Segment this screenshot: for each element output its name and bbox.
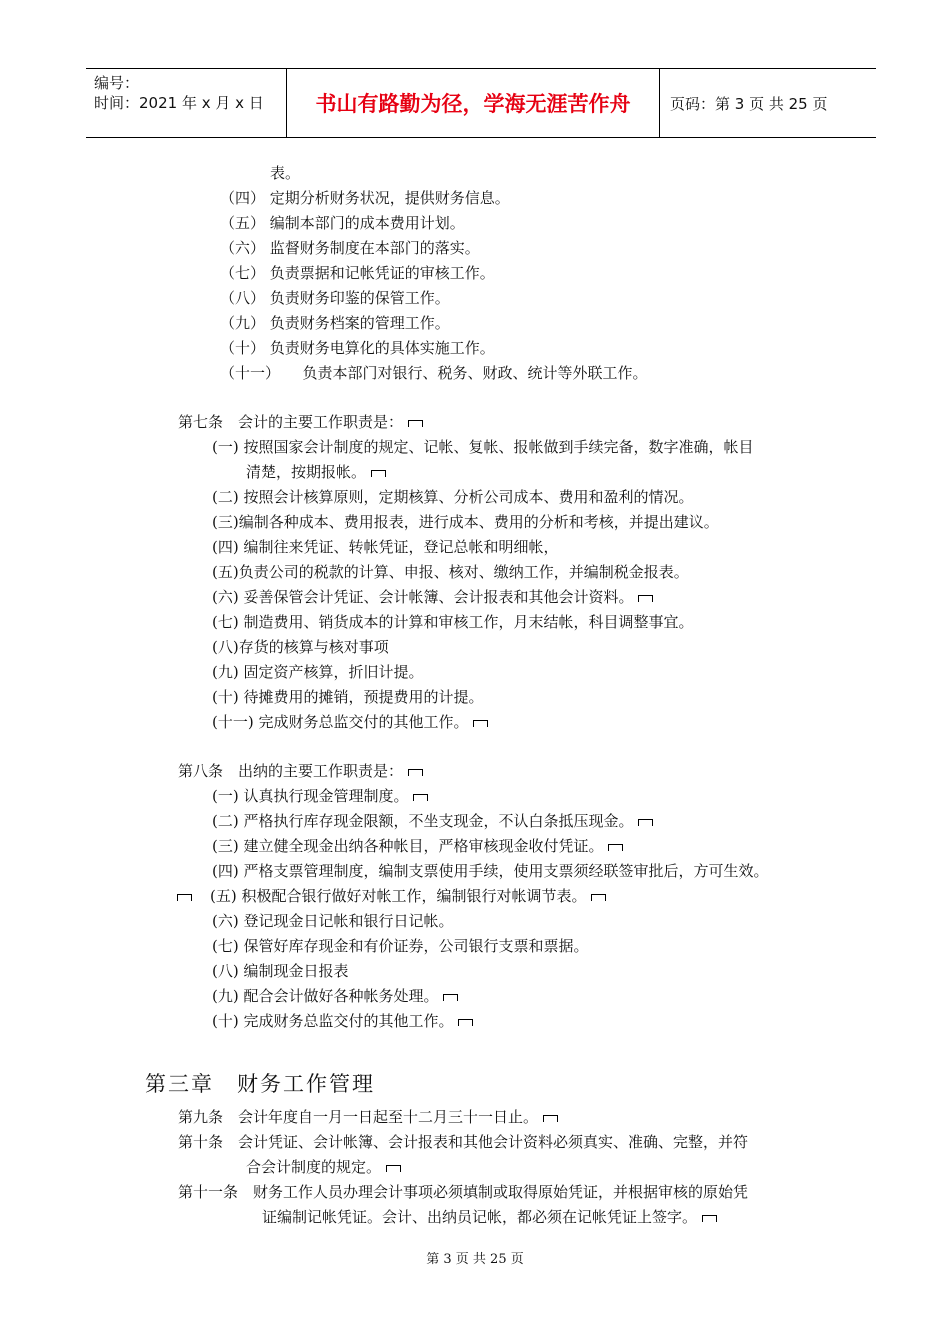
continuation-text: 清楚，按期报帐。 [246, 463, 367, 481]
header-divider [659, 69, 660, 137]
list-item: (八)存货的核算与核对事项 [212, 638, 389, 656]
list-item: (三)编制各种成本、费用报表，进行成本、费用的分析和考核，并提出建议。 [212, 513, 719, 531]
list-item-text: (二) 严格执行库存现金限额，不坐支现金，不认白条抵压现金。 [212, 812, 634, 830]
continuation-text: 证编制记帐凭证。会计、出纳员记帐，都必须在记帐凭证上签字。 [262, 1208, 698, 1226]
list-item: （六） 监督财务制度在本部门的落实。 [220, 239, 480, 257]
list-item [212, 836, 623, 856]
list-item-text: (十) 完成财务总监交付的其他工作。 [212, 1012, 454, 1030]
list-item: (四) 编制往来凭证、转帐凭证，登记总帐和明细帐， [212, 538, 559, 556]
list-item: (八) 编制现金日报表 [212, 962, 349, 980]
return-mark-icon [543, 1115, 558, 1122]
list-item-continuation [246, 462, 386, 482]
list-item: (四) 严格支票管理制度，编制支票使用手续，使用支票须经联签审批后，方可生效。 [212, 862, 769, 880]
text-line: 表。 [270, 164, 301, 182]
article-text: 第八条 出纳的主要工作职责是： [178, 762, 404, 780]
return-mark-icon [638, 819, 653, 826]
return-mark-icon [408, 420, 423, 427]
page-header [86, 68, 876, 138]
return-mark-icon [608, 844, 623, 851]
date-label: 时间：2021 年 x 月 x 日 [94, 94, 264, 112]
return-mark-icon [473, 720, 488, 727]
return-mark-icon [177, 894, 192, 901]
return-mark-icon [413, 794, 428, 801]
article-line [178, 1107, 558, 1127]
list-item: （七） 负责票据和记帐凭证的审核工作。 [220, 264, 495, 282]
list-item [212, 712, 488, 732]
article-line: 第十条 会计凭证、会计帐簿、会计报表和其他会计资料必须真实、准确、完整，并符 [178, 1133, 749, 1151]
return-mark-icon [408, 769, 423, 776]
list-item-text: (一) 认真执行现金管理制度。 [212, 787, 409, 805]
page-footer: 第 3 页 共 25 页 [426, 1252, 524, 1267]
list-item: （四） 定期分析财务状况，提供财务信息。 [220, 189, 510, 207]
list-item: (一) 按照国家会计制度的规定、记帐、复帐、报帐做到手续完备，数字准确，帐目 [212, 438, 754, 456]
article-continuation [262, 1207, 717, 1227]
list-item [212, 1011, 473, 1031]
continuation-text: 合会计制度的规定。 [246, 1158, 382, 1176]
list-item [212, 986, 458, 1006]
article-line: 第十一条 财务工作人员办理会计事项必须填制或取得原始凭证，并根据审核的原始凭 [178, 1183, 749, 1201]
list-item [212, 786, 428, 806]
return-mark-icon [386, 1165, 401, 1172]
article-text: 第七条 会计的主要工作职责是： [178, 413, 404, 431]
return-mark-icon [443, 994, 458, 1001]
list-item [177, 886, 606, 906]
return-mark-icon [458, 1019, 473, 1026]
article-line [178, 412, 423, 432]
list-item: （九） 负责财务档案的管理工作。 [220, 314, 450, 332]
header-meta [86, 69, 286, 137]
list-item: （八） 负责财务印鉴的保管工作。 [220, 289, 450, 307]
list-item: (二) 按照会计核算原则，定期核算、分析公司成本、费用和盈利的情况。 [212, 488, 694, 506]
list-item-text: (五) 积极配合银行做好对帐工作，编制银行对帐调节表。 [210, 887, 587, 905]
return-mark-icon [371, 470, 386, 477]
list-item-text: (十一) 完成财务总监交付的其他工作。 [212, 713, 469, 731]
list-item: （十） 负责财务电算化的具体实施工作。 [220, 339, 495, 357]
header-page-info: 页码：第 3 页 共 25 页 [670, 95, 828, 113]
list-item-text: (六) 妥善保管会计凭证、会计帐簿、会计报表和其他会计资料。 [212, 588, 634, 606]
article-line [178, 761, 423, 781]
list-item-text: (九) 配合会计做好各种帐务处理。 [212, 987, 439, 1005]
return-mark-icon [702, 1215, 717, 1222]
list-item: (七) 制造费用、销货成本的计算和审核工作，月末结帐，科目调整事宜。 [212, 613, 694, 631]
list-item: (六) 登记现金日记帐和银行日记帐。 [212, 912, 454, 930]
list-item: （五） 编制本部门的成本费用计划。 [220, 214, 465, 232]
article-continuation [246, 1157, 401, 1177]
header-motto: 书山有路勤为径，学海无涯苦作舟 [315, 92, 631, 116]
list-item [212, 587, 653, 607]
list-item: (七) 保管好库存现金和有价证券，公司银行支票和票据。 [212, 937, 589, 955]
list-item [212, 811, 653, 831]
return-mark-icon [638, 595, 653, 602]
serial-label: 编号： [94, 74, 140, 92]
chapter-title: 第三章 财务工作管理 [145, 1072, 375, 1096]
list-item: (十) 待摊费用的摊销，预提费用的计提。 [212, 688, 484, 706]
list-item: (九) 固定资产核算，折旧计提。 [212, 663, 424, 681]
article-text: 第九条 会计年度自一月一日起至十二月三十一日止。 [178, 1108, 539, 1126]
list-item-text: (三) 建立健全现金出纳各种帐目，严格审核现金收付凭证。 [212, 837, 604, 855]
return-mark-icon [591, 894, 606, 901]
list-item: (五)负责公司的税款的计算、申报、核对、缴纳工作，并编制税金报表。 [212, 563, 689, 581]
list-item: （十一） 负责本部门对银行、税务、财政、统计等外联工作。 [220, 364, 648, 382]
